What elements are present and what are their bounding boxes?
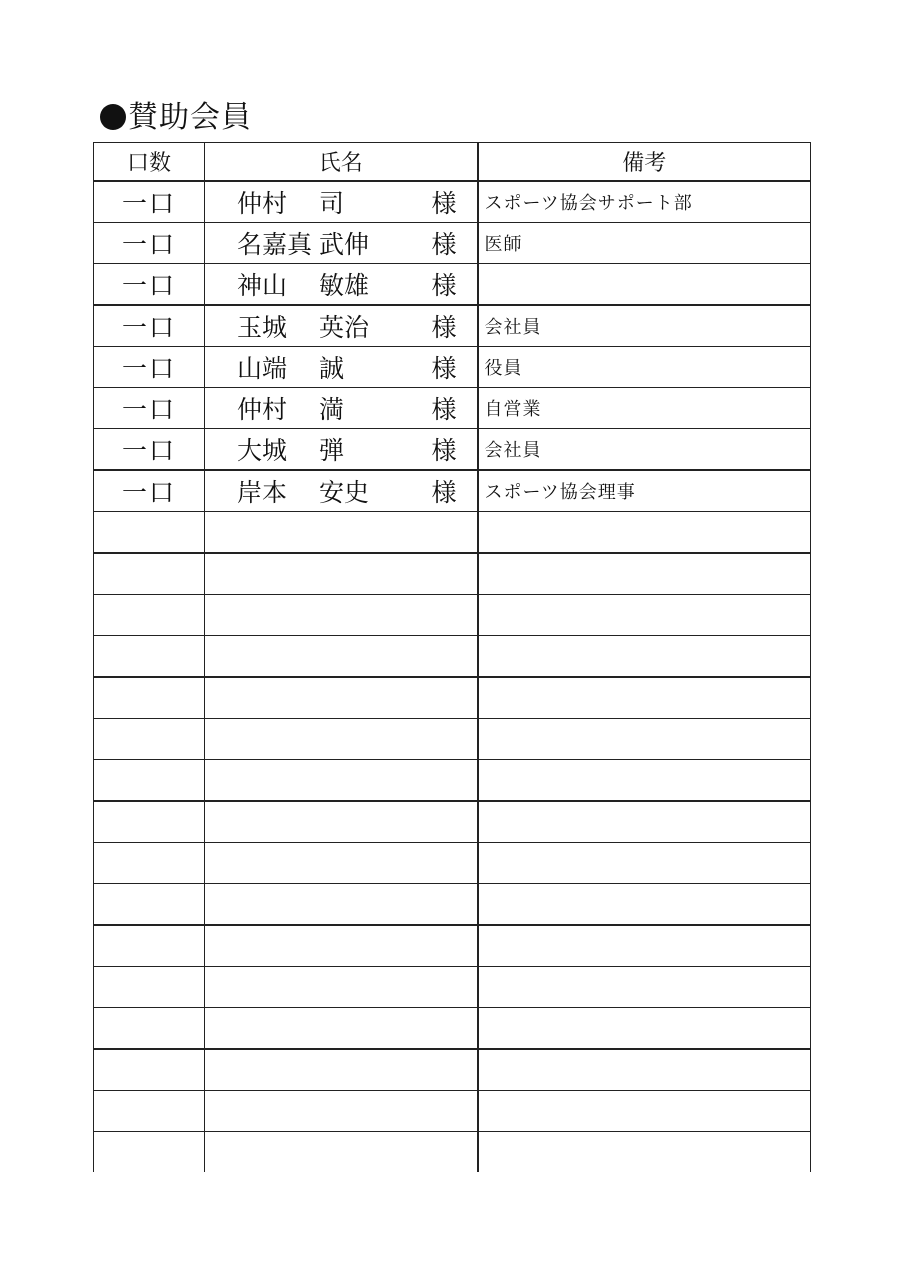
header-remarks: 備考 [478,143,811,182]
cell-remarks: スポーツ協会サポート部 [478,181,811,223]
empty-cell-remarks [478,1132,811,1173]
member-given-name: 安史 [319,478,370,507]
empty-table-row [94,925,811,967]
cell-remarks [478,264,811,306]
cell-units: 一口 [94,429,205,471]
cell-units: 一口 [94,388,205,429]
cell-remarks: 自営業 [478,388,811,429]
empty-cell-units [94,595,205,636]
empty-table-row [94,967,811,1008]
empty-cell-name [205,636,478,678]
cell-name [205,223,478,264]
bullet-icon [100,104,126,130]
empty-cell-name [205,512,478,554]
cell-remarks: 医師 [478,223,811,264]
member-given-name: 司 [319,189,345,218]
empty-cell-remarks [478,1091,811,1132]
empty-cell-name [205,1091,478,1132]
empty-cell-units [94,512,205,554]
member-surname: 山端 [237,354,288,383]
member-honorific: 様 [431,354,457,383]
empty-cell-remarks [478,512,811,554]
empty-cell-remarks [478,801,811,843]
cell-remarks: スポーツ協会理事 [478,470,811,512]
empty-table-row [94,1008,811,1050]
empty-cell-units [94,677,205,719]
empty-cell-units [94,719,205,760]
empty-cell-units [94,925,205,967]
empty-table-row [94,760,811,802]
empty-cell-name [205,553,478,595]
member-honorific: 様 [431,395,457,424]
member-honorific: 様 [431,436,457,465]
cell-units: 一口 [94,223,205,264]
empty-cell-remarks [478,884,811,926]
empty-cell-remarks [478,636,811,678]
empty-cell-name [205,967,478,1008]
member-surname: 岸本 [237,478,288,507]
empty-cell-units [94,760,205,802]
header-units: 口数 [94,143,205,182]
cell-remarks: 会社員 [478,429,811,471]
empty-table-row [94,1091,811,1132]
empty-cell-remarks [478,553,811,595]
cell-units: 一口 [94,264,205,306]
cell-name [205,181,478,223]
table-row [94,470,811,512]
member-given-name: 英治 [319,313,370,342]
empty-cell-name [205,884,478,926]
table-header-row [94,143,811,182]
member-surname: 仲村 [237,395,288,424]
table-row [94,388,811,429]
page-title [100,96,252,140]
cell-units: 一口 [94,470,205,512]
table-row [94,305,811,347]
empty-cell-remarks [478,677,811,719]
cell-name [205,305,478,347]
empty-cell-units [94,553,205,595]
cell-name [205,264,478,306]
empty-cell-units [94,843,205,884]
empty-cell-name [205,843,478,884]
table-row [94,264,811,306]
header-name: 氏名 [205,143,478,182]
empty-table-row [94,1049,811,1091]
empty-table-row [94,636,811,678]
empty-table-row [94,843,811,884]
table-row [94,223,811,264]
empty-cell-units [94,1091,205,1132]
member-given-name: 敏雄 [319,271,370,300]
empty-cell-name [205,801,478,843]
member-honorific: 様 [431,313,457,342]
member-surname: 仲村 [237,189,288,218]
empty-cell-remarks [478,1049,811,1091]
member-honorific: 様 [431,230,457,259]
empty-cell-name [205,595,478,636]
empty-cell-remarks [478,925,811,967]
empty-cell-remarks [478,1008,811,1050]
empty-table-row [94,719,811,760]
cell-name [205,388,478,429]
empty-cell-units [94,1049,205,1091]
member-given-name: 武伸 [319,230,370,259]
empty-cell-remarks [478,719,811,760]
cell-remarks: 会社員 [478,305,811,347]
empty-cell-units [94,1008,205,1050]
empty-table-row [94,553,811,595]
empty-cell-units [94,801,205,843]
member-surname: 名嘉真 [237,230,313,259]
member-given-name: 誠 [319,354,345,383]
member-honorific: 様 [431,189,457,218]
table-row [94,181,811,223]
member-surname: 神山 [237,271,288,300]
cell-units: 一口 [94,305,205,347]
table-row [94,429,811,471]
empty-table-row [94,884,811,926]
member-honorific: 様 [431,271,457,300]
empty-cell-name [205,1049,478,1091]
member-given-name: 弾 [319,436,345,465]
empty-cell-units [94,636,205,678]
member-surname: 大城 [237,436,288,465]
member-given-name: 満 [319,395,345,424]
empty-table-row [94,512,811,554]
cell-remarks: 役員 [478,347,811,388]
empty-cell-units [94,967,205,1008]
empty-cell-remarks [478,595,811,636]
empty-cell-name [205,925,478,967]
empty-cell-remarks [478,843,811,884]
empty-cell-name [205,677,478,719]
table-row [94,347,811,388]
empty-table-row [94,801,811,843]
cell-units: 一口 [94,181,205,223]
cell-units: 一口 [94,347,205,388]
cell-name [205,429,478,471]
empty-cell-name [205,760,478,802]
page-title-text: 賛助会員 [128,100,252,135]
empty-cell-units [94,884,205,926]
member-honorific: 様 [431,478,457,507]
empty-rows [94,512,811,1173]
empty-cell-name [205,1132,478,1173]
cell-name [205,470,478,512]
empty-table-row [94,677,811,719]
empty-table-row [94,595,811,636]
member-surname: 玉城 [237,313,288,342]
empty-cell-name [205,719,478,760]
empty-table-row [94,1132,811,1173]
empty-cell-remarks [478,967,811,1008]
empty-cell-name [205,1008,478,1050]
cell-name [205,347,478,388]
empty-cell-remarks [478,760,811,802]
supporting-members-table [93,142,811,1172]
empty-cell-units [94,1132,205,1173]
